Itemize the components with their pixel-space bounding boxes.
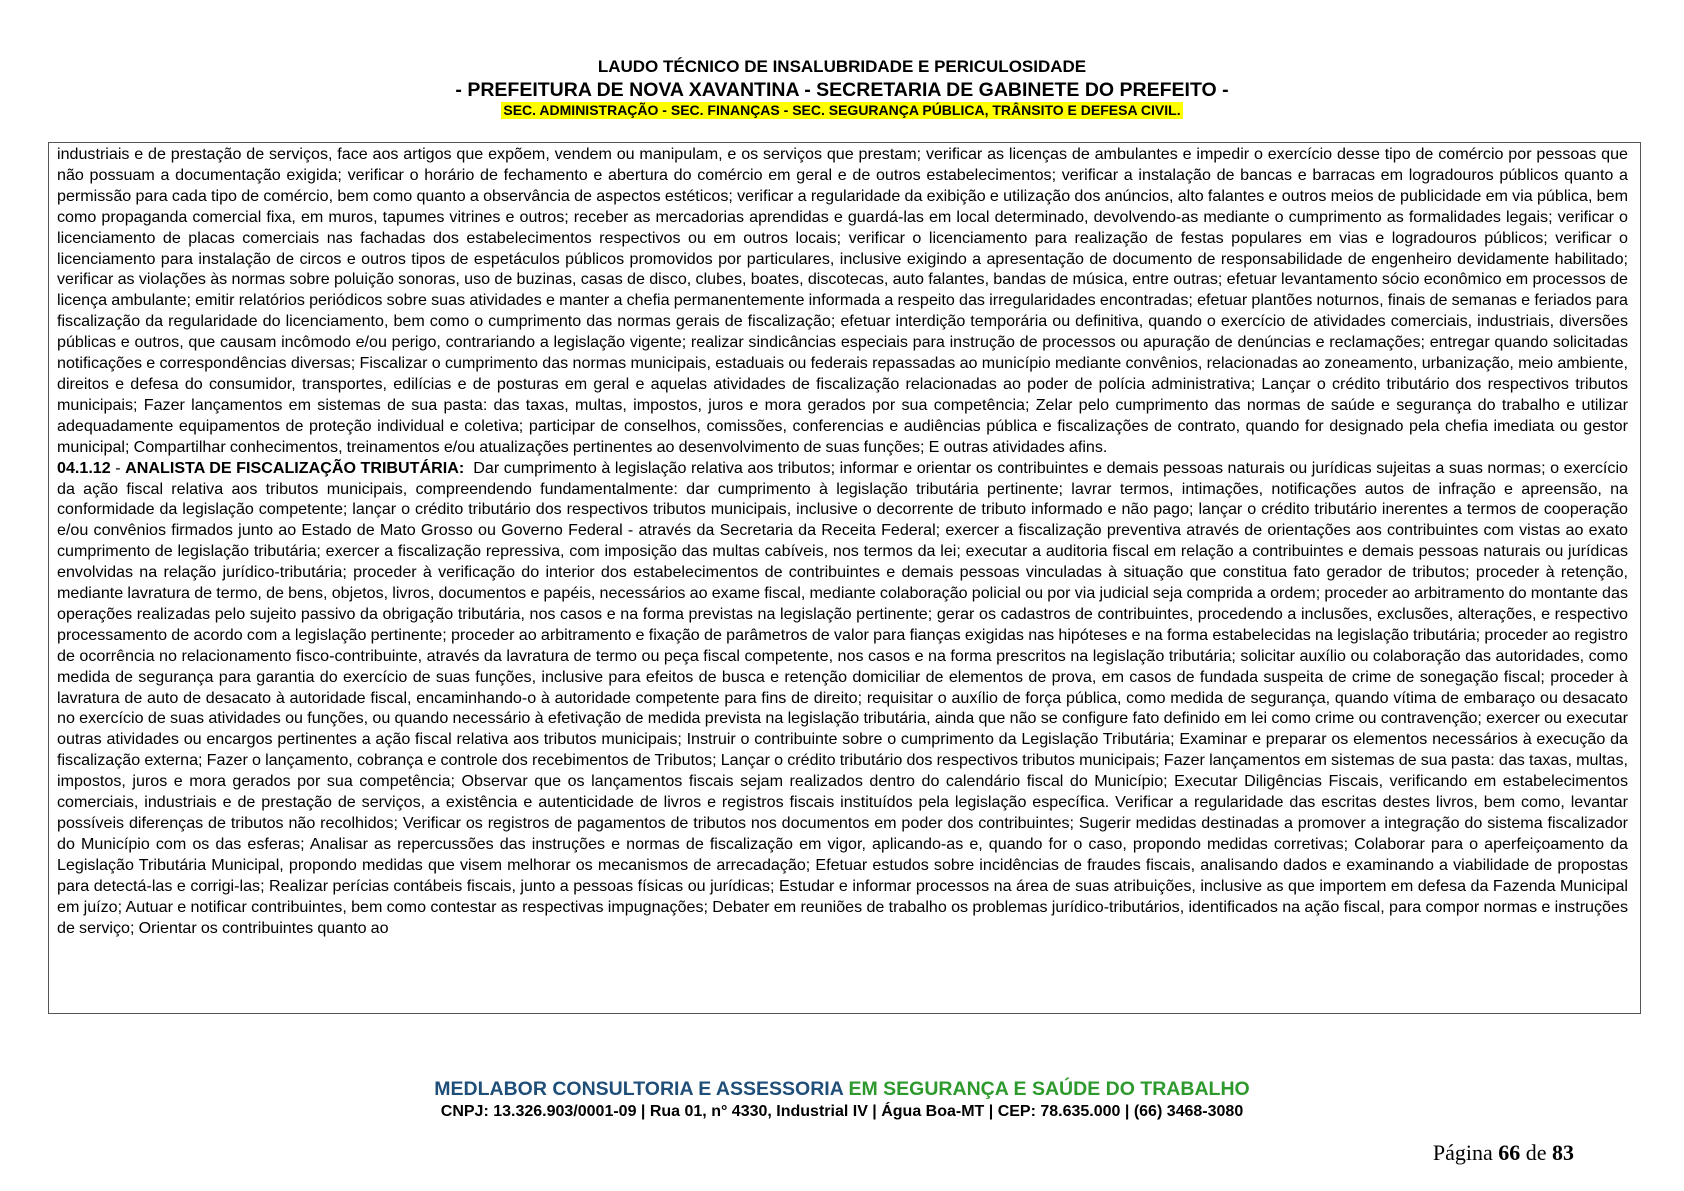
page-number [1433, 1140, 1574, 1166]
section-paragraph [57, 458, 1628, 939]
page-of: de [1525, 1140, 1547, 1165]
document-subtitle: - PREFEITURA DE NOVA XAVANTINA - SECRETARIA DE GABINETE DO PREFEITO - [455, 79, 1229, 101]
page-label: Página [1432, 1140, 1493, 1165]
company-contact: CNPJ: 13.326.903/0001-09 | Rua 01, n° 4330, Industrial IV | Água Boa-MT | CEP: 78.635.000 | (66) 3468-3080 [440, 1103, 1244, 1120]
section-number: 04.1.12 [57, 458, 111, 477]
page-current: 66 [1498, 1140, 1521, 1165]
paragraph-continuation: industriais e de prestação de serviços, face aos artigos que expõem, vendem ou manipulam, e os serviços que prestam; verificar as licenças de ambulantes e impedir o exercício desse tipo de comércio por pessoas que não possuam a documentação exigida; verificar o horário de fechamento e abertura do comércio em geral e de outros estabelecimentos; verificar a instalação de bancas e barracas em logradouros públicos quanto a permissão para cada tipo de comércio, bem como quanto a observância de aspectos estéticos; verificar a regularidade da exibição e utilização dos anúncios, alto falantes e outros meios de publicidade em via pública, bem como propaganda comercial fixa, em muros, tapumes vitrines e outros; receber as mercadorias aprendidas e guardá-las em local determinado, devolvendo-as mediante o cumprimento as formalidades legais; verificar o licenciamento de placas comerciais nas fachadas dos estabelecimentos respectivos ou em outros locais; verificar o licenciamento para realização de festas populares em vias e logradouros públicos; verificar o licenciamento para instalação de circos e outros tipos de espetáculos públicos promovidos por particulares, inclusive exigindo a apresentação de documento de responsabilidade de engenheiro devidamente habilitado; verificar as violações às normas sobre poluição sonoras, uso de buzinas, casas de disco, clubes, boates, discotecas, auto falantes, bandas de música, entre outras; efetuar levantamento sócio econômico em processos de licença ambulante; emitir relatórios periódicos sobre suas atividades e manter a chefia permanentemente informada a respeito das irregularidades encontradas; efetuar plantões noturnos, finais de semanas e feriados para fiscalização da regularidade do licenciamento, bem como o cumprimento das normas gerais de fiscalização; efetuar interdição temporária ou definitiva, quando o exercício de atividades comerciais, industriais, diversões públicas e outros, que causam incômodo e/ou perigo, contrariando a legislação vigente; realizar sindicâncias especiais para instrução de processos ou apuração de denúncias e reclamações; entregar quando solicitadas notificações e correspondências diversas; Fiscalizar o cumprimento das normas municipais, estaduais ou federais repassadas ao município mediante convênios, relacionadas ao zoneamento, urbanização, meio ambiente, direitos e defesa do consumidor, transportes, edilícias e de posturas em geral e aquelas atividades de fiscalização relacionadas ao poder de polícia administrativa; Lançar o crédito tributário dos respectivos tributos municipais; Fazer lançamentos em sistemas de sua pasta: das taxas, multas, impostos, juros e mora gerados por sua competência; Zelar pelo cumprimento das normas de saúde e segurança do trabalho e utilizar adequadamente equipamentos de proteção individual e coletiva; participar de conselhos, comissões, conferencias e audiências pública e fiscalizações de contrato, quando for designado pela chefia imediata ou gestor municipal; Compartilhar conhecimentos, treinamentos e/ou atualizações pertinentes ao desenvolvimento de suas funções; E outras atividades afins. [57, 145, 1628, 456]
departments-highlight: SEC. ADMINISTRAÇÃO - SEC. FINANÇAS - SEC. SEGURANÇA PÚBLICA, TRÂNSITO E DEFESA CIVIL. [503, 102, 1181, 118]
document-footer [0, 1077, 1684, 1123]
page-total: 83 [1552, 1140, 1574, 1165]
document-header [0, 56, 1684, 120]
company-name-green: EM SEGURANÇA E SAÚDE DO TRABALHO [848, 1078, 1250, 1100]
section-title: ANALISTA DE FISCALIZAÇÃO TRIBUTÁRIA: [125, 458, 465, 477]
section-separator: - [110, 458, 126, 477]
content-box [48, 142, 1641, 1014]
company-name [0, 1077, 1684, 1101]
document-title: LAUDO TÉCNICO DE INSALUBRIDADE E PERICULOSIDADE [597, 57, 1087, 76]
company-name-blue: MEDLABOR CONSULTORIA E ASSESSORIA [434, 1078, 844, 1100]
section-body: Dar cumprimento à legislação relativa aos tributos; informar e orientar os contribuintes e demais pessoas naturais ou jurídicas sujeitas a suas normas; o exercício da ação fiscal relativa aos tributos municipais, compreendendo fundamentalmente: dar cumprimento à legislação tributária pertinente; lavrar termos, intimações, notificações autos de infração e apreensão, na conformidade da legislação competente; lançar o crédito tributário dos respectivos tributos municipais, inclusive o decorrente de tributo informado e não pago; lançar o crédito tributário inerentes a termos de cooperação e/ou convênios firmados junto ao Estado de Mato Grosso ou Governo Federal - através da Secretaria da Receita Federal; exercer a fiscalização preventiva através de orientações aos contribuintes com vistas ao exato cumprimento de legislação tributária; exercer a fiscalização repressiva, com imposição das multas cabíveis, nos termos da lei; executar a auditoria fiscal em relação a contribuintes e demais pessoas naturais ou jurídicas envolvidas na relação jurídico-tributária; proceder à verificação do interior dos estabelecimentos de contribuintes e demais pessoas vinculadas à situação que constitua fato gerador de tributos; proceder à retenção, mediante lavratura de termo, de bens, objetos, livros, documentos e papéis, necessários ao exame fiscal, mediante colaboração policial ou por via judicial seja comprida a ordem; proceder ao arbitramento do montante das operações realizadas pelo sujeito passivo da obrigação tributária, nos casos e na forma previstas na legislação pertinente; gerar os cadastros de contribuintes, procedendo a inclusões, exclusões, alterações, e respectivo processamento de acordo com a legislação pertinente; proceder ao arbitramento e fixação de parâmetros de valor para fianças exigidas nas hipóteses e na forma estabelecidas na legislação tributária; proceder ao registro de ocorrência no relacionamento fisco-contribuinte, através da lavratura de termo ou peça fiscal competente, nos casos e na forma prescritos na legislação tributária; solicitar auxílio ou colaboração das autoridades, como medida de segurança para garantia do exercício de suas funções, inclusive para efeitos de busca e retenção domiciliar de elementos de prova, em casos de fundada suspeita de crime de sonegação fiscal; proceder à lavratura de auto de desacato à autoridade fiscal, encaminhando-o à autoridade competente para fins de direito; requisitar o auxílio de força pública, como medida de segurança, quando vítima de embaraço ou desacato no exercício de suas atividades ou funções, ou quando necessário à efetivação de medida prevista na legislação tributária, ainda que não se configure fato definido em lei como crime ou contravenção; exercer ou executar outras atividades ou encargos pertinentes a ação fiscal relativa aos tributos municipais; Instruir o contribuinte sobre o cumprimento da Legislação Tributária; Examinar e preparar os elementos necessários à execução da fiscalização externa; Fazer o lançamento, cobrança e controle dos recebimentos de Tributos; Lançar o crédito tributário dos respectivos tributos municipais; Fazer lançamentos em sistemas de sua pasta: das taxas, multas, impostos, juros e mora gerados por sua competência; Observar que os lançamentos fiscais sejam realizados dentro do calendário fiscal do Município; Executar Diligências Fiscais, verificando em estabelecimentos comerciais, industriais e de prestação de serviços, a existência e autenticidade de livros e registros fiscais instituídos pela legislação específica. Verificar a regularidade das escritas destes livros, bem como, levantar possíveis diferenças de tributos não recolhidos; Verificar os registros de pagamentos de tributos nos documentos em poder dos contribuintes; Sugerir medidas destinadas a promover a integração do sistema fiscalizador do Município com os das esferas; Analisar as repercussões das instruções e normas de fiscalização em vigor, aplicando-as e, quando for o caso, propondo medidas corretivas; Colaborar para o aperfeiçoamento da Legislação Tributária Municipal, propondo medidas que visem melhorar os mecanismos de arrecadação; Efetuar estudos sobre incidências de fraudes fiscais, analisando dados e examinando a viabilidade de propostas para detectá-las e corrigi-las; Realizar perícias contábeis fiscais, junto a pessoas físicas ou jurídicas; Estudar e informar processos na área de suas atribuições, inclusive as que importem em defesa da Fazenda Municipal em juízo; Autuar e notificar contribuintes, bem como contestar as respectivas impugnações; Debater em reuniões de trabalho os problemas jurídico-tributários, identificados na ação fiscal, para compor normas e instruções de serviço; Orientar os contribuintes quanto ao [57, 458, 1628, 937]
